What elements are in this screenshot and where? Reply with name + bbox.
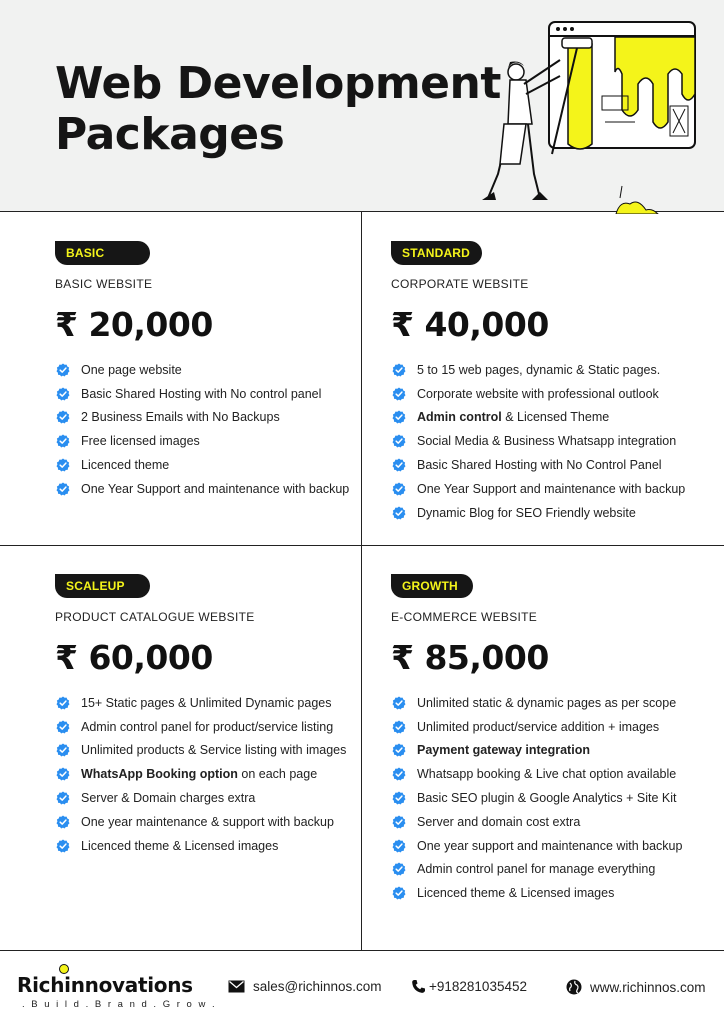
feature-text-pre: Social Media & Business Whatsapp integration bbox=[417, 434, 677, 449]
feature-text-pre: Dynamic Blog for SEO Friendly website bbox=[417, 505, 636, 520]
check-badge-icon bbox=[392, 767, 406, 781]
feature-text-pre: Server and domain cost extra bbox=[417, 814, 581, 829]
package-growth bbox=[391, 574, 721, 905]
package-price: ₹ 60,000 bbox=[55, 638, 213, 677]
feature-text bbox=[417, 482, 685, 496]
feature-text-pre: Basic Shared Hosting with No Control Panel bbox=[417, 458, 662, 473]
feature-text-pre: One Year Support and maintenance with backup bbox=[417, 481, 686, 496]
feature-text-pre: One Year Support and maintenance with backup bbox=[81, 481, 350, 496]
feature-text-pre: Free licensed images bbox=[81, 434, 200, 449]
grid-divider-horizontal bbox=[0, 545, 724, 546]
check-badge-icon bbox=[392, 482, 406, 496]
package-standard bbox=[391, 241, 721, 525]
check-badge-icon bbox=[56, 767, 70, 781]
contact-website-text: www.richinnos.com bbox=[590, 979, 706, 995]
feature-text bbox=[417, 839, 682, 853]
check-badge-icon bbox=[392, 506, 406, 520]
contact-phone-text: +918281035452 bbox=[429, 979, 527, 994]
feature-text bbox=[417, 815, 580, 829]
feature-item bbox=[391, 834, 721, 858]
feature-text-post: on each page bbox=[237, 767, 318, 782]
feature-text bbox=[417, 696, 676, 710]
feature-item bbox=[391, 477, 721, 501]
feature-text bbox=[417, 886, 614, 900]
feature-text bbox=[81, 767, 317, 781]
feature-text-pre: Unlimited static & dynamic pages as per scope bbox=[417, 695, 677, 710]
feature-text-pre: Unlimited products & Service listing with images bbox=[81, 743, 347, 758]
package-features bbox=[391, 691, 721, 905]
check-badge-icon bbox=[392, 363, 406, 377]
page-header bbox=[0, 0, 724, 212]
feature-text-post: & Licensed Theme bbox=[501, 410, 610, 425]
feature-text bbox=[81, 839, 278, 853]
feature-item bbox=[55, 477, 385, 501]
check-badge-icon bbox=[56, 482, 70, 496]
feature-text-pre: One year maintenance & support with backup bbox=[81, 814, 334, 829]
feature-item bbox=[55, 453, 385, 477]
feature-text bbox=[417, 743, 590, 757]
package-subtitle: E-COMMERCE WEBSITE bbox=[391, 610, 538, 624]
feature-text bbox=[81, 482, 349, 496]
package-basic bbox=[55, 241, 385, 501]
brand-tagline: . B u i l d . B r a n d . G r o w . bbox=[22, 999, 217, 1010]
feature-text-pre: Licenced theme & Licensed images bbox=[417, 886, 615, 901]
package-subtitle: BASIC WEBSITE bbox=[55, 277, 153, 291]
packages-grid bbox=[0, 212, 724, 950]
feature-text-pre: Licenced theme & Licensed images bbox=[81, 838, 279, 853]
feature-item bbox=[391, 691, 721, 715]
feature-item bbox=[55, 429, 385, 453]
feature-text bbox=[81, 791, 255, 805]
package-badge: BASIC bbox=[55, 241, 150, 265]
feature-item bbox=[55, 691, 385, 715]
feature-item bbox=[55, 762, 385, 786]
check-badge-icon bbox=[392, 434, 406, 448]
feature-text-pre: 5 to 15 web pages, dynamic & Static pages. bbox=[417, 362, 661, 377]
check-badge-icon bbox=[56, 791, 70, 805]
brand-logo: Richinnovations bbox=[17, 973, 193, 997]
check-badge-icon bbox=[56, 387, 70, 401]
package-subtitle: PRODUCT CATALOGUE WEBSITE bbox=[55, 610, 255, 624]
feature-text-pre: Basic Shared Hosting with No control panel bbox=[81, 386, 322, 401]
feature-item bbox=[391, 858, 721, 882]
check-badge-icon bbox=[392, 839, 406, 853]
mail-icon bbox=[228, 980, 245, 993]
feature-text bbox=[417, 720, 659, 734]
feature-text-pre: 2 Business Emails with No Backups bbox=[81, 410, 280, 425]
feature-text bbox=[417, 410, 609, 424]
feature-text-pre: Licenced theme bbox=[81, 458, 170, 473]
feature-text bbox=[81, 387, 321, 401]
package-badge: STANDARD bbox=[391, 241, 482, 265]
feature-item bbox=[391, 453, 721, 477]
feature-item bbox=[391, 762, 721, 786]
check-badge-icon bbox=[56, 743, 70, 757]
package-features bbox=[55, 358, 385, 501]
feature-text-pre: One year support and maintenance with backup bbox=[417, 838, 683, 853]
feature-item bbox=[391, 715, 721, 739]
page-title-line-1: Web Development bbox=[55, 58, 501, 109]
package-price: ₹ 85,000 bbox=[391, 638, 549, 677]
check-badge-icon bbox=[56, 839, 70, 853]
feature-text-pre: Server & Domain charges extra bbox=[81, 791, 256, 806]
feature-text bbox=[417, 434, 676, 448]
feature-item bbox=[55, 786, 385, 810]
feature-text bbox=[417, 458, 662, 472]
check-badge-icon bbox=[392, 410, 406, 424]
feature-text-pre: Admin control panel for manage everything bbox=[417, 862, 656, 877]
feature-text bbox=[417, 791, 677, 805]
package-features bbox=[391, 358, 721, 525]
painter-illustration bbox=[470, 14, 710, 214]
check-badge-icon bbox=[392, 458, 406, 472]
check-badge-icon bbox=[392, 815, 406, 829]
page-footer bbox=[0, 950, 724, 1024]
feature-text bbox=[81, 363, 182, 377]
package-badge: SCALEUP bbox=[55, 574, 150, 598]
feature-item bbox=[55, 406, 385, 430]
feature-item bbox=[391, 881, 721, 905]
feature-text-bold: WhatsApp Booking option bbox=[81, 767, 238, 782]
feature-text-pre: Corporate website with professional outlook bbox=[417, 386, 659, 401]
feature-item bbox=[391, 382, 721, 406]
package-badge: GROWTH bbox=[391, 574, 473, 598]
feature-item bbox=[55, 382, 385, 406]
feature-text bbox=[417, 363, 660, 377]
globe-icon bbox=[566, 979, 582, 995]
feature-text-pre: 15+ Static pages & Unlimited Dynamic pages bbox=[81, 695, 332, 710]
feature-text bbox=[81, 815, 334, 829]
check-badge-icon bbox=[392, 886, 406, 900]
package-price: ₹ 40,000 bbox=[391, 305, 549, 344]
check-badge-icon bbox=[56, 410, 70, 424]
feature-item bbox=[391, 810, 721, 834]
check-badge-icon bbox=[392, 791, 406, 805]
package-features bbox=[55, 691, 385, 858]
check-badge-icon bbox=[392, 387, 406, 401]
feature-text bbox=[81, 410, 280, 424]
check-badge-icon bbox=[56, 696, 70, 710]
contact-website[interactable] bbox=[566, 979, 706, 995]
package-scaleup bbox=[55, 574, 385, 858]
feature-text-pre: Unlimited product/service addition + images bbox=[417, 719, 660, 734]
contact-phone[interactable] bbox=[411, 979, 527, 994]
feature-text bbox=[81, 743, 346, 757]
feature-text bbox=[417, 767, 676, 781]
page-title bbox=[55, 58, 501, 160]
phone-icon bbox=[411, 979, 426, 994]
feature-text-pre: Basic SEO plugin & Google Analytics + Site Kit bbox=[417, 791, 677, 806]
feature-text-pre: Admin control panel for product/service listing bbox=[81, 719, 334, 734]
feature-item bbox=[55, 358, 385, 382]
package-subtitle: CORPORATE WEBSITE bbox=[391, 277, 529, 291]
feature-text bbox=[81, 696, 331, 710]
feature-text bbox=[81, 458, 169, 472]
feature-text-bold: Payment gateway integration bbox=[417, 743, 590, 758]
check-badge-icon bbox=[56, 720, 70, 734]
feature-item bbox=[391, 739, 721, 763]
feature-item bbox=[391, 406, 721, 430]
contact-email[interactable] bbox=[228, 979, 382, 994]
check-badge-icon bbox=[392, 720, 406, 734]
feature-text-pre: One page website bbox=[81, 362, 182, 377]
check-badge-icon bbox=[56, 458, 70, 472]
feature-text bbox=[417, 506, 636, 520]
feature-text bbox=[417, 862, 655, 876]
check-badge-icon bbox=[392, 743, 406, 757]
feature-text-bold: Admin control bbox=[417, 410, 502, 425]
contact-email-text: sales@richinnos.com bbox=[253, 979, 382, 994]
feature-item bbox=[391, 786, 721, 810]
package-price: ₹ 20,000 bbox=[55, 305, 213, 344]
feature-item bbox=[55, 715, 385, 739]
check-badge-icon bbox=[392, 862, 406, 876]
feature-text bbox=[81, 434, 200, 448]
feature-item bbox=[391, 501, 721, 525]
feature-text bbox=[417, 387, 659, 401]
check-badge-icon bbox=[392, 696, 406, 710]
feature-text-pre: Whatsapp booking & Live chat option available bbox=[417, 767, 677, 782]
feature-item bbox=[55, 810, 385, 834]
feature-item bbox=[391, 429, 721, 453]
check-badge-icon bbox=[56, 363, 70, 377]
feature-item bbox=[391, 358, 721, 382]
check-badge-icon bbox=[56, 815, 70, 829]
feature-text bbox=[81, 720, 333, 734]
feature-item bbox=[55, 834, 385, 858]
check-badge-icon bbox=[56, 434, 70, 448]
feature-item bbox=[55, 739, 385, 763]
page-title-line-2: Packages bbox=[55, 109, 285, 160]
